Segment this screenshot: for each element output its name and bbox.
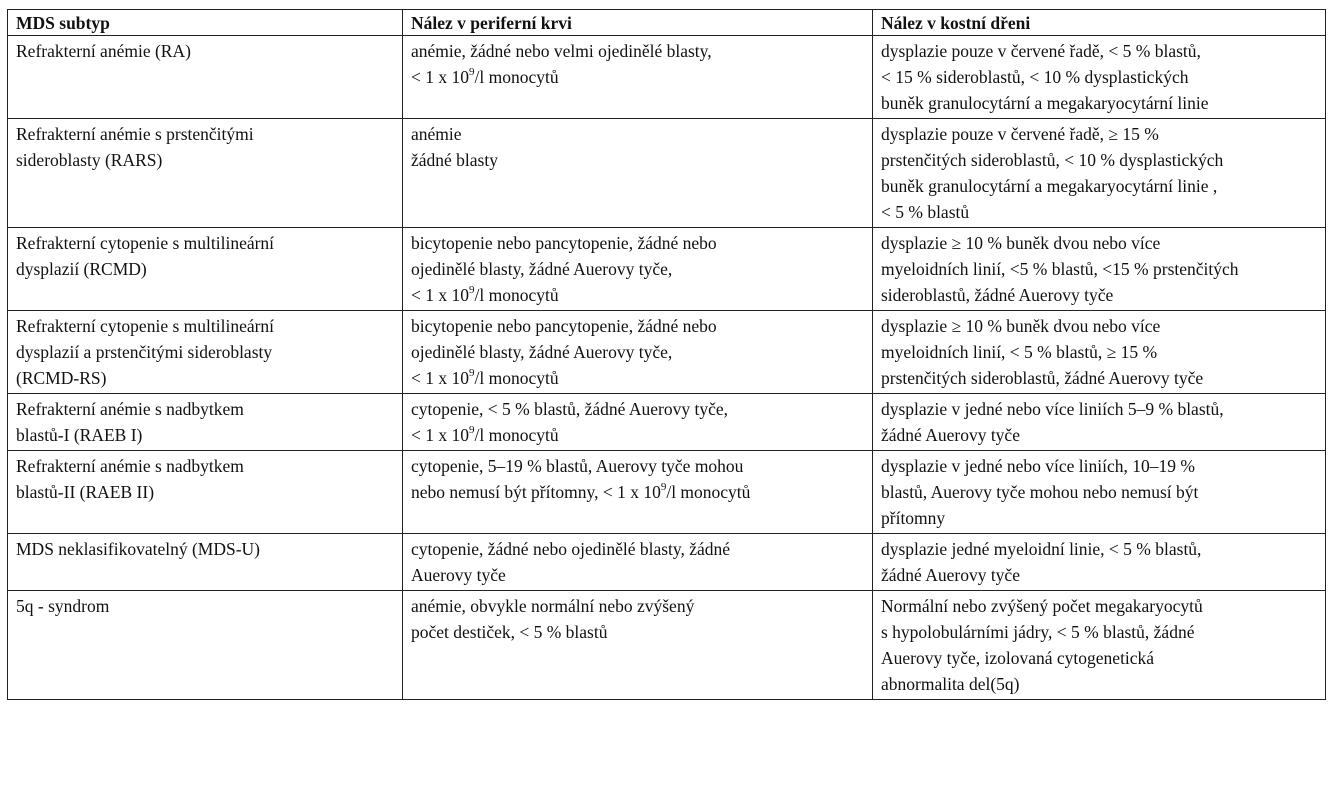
cell-subtype xyxy=(8,311,403,394)
table-row xyxy=(8,534,1326,591)
cell-text-line: ojedinělé blasty, žádné Auerovy tyče, xyxy=(411,342,673,362)
cell-text-line: cytopenie, 5–19 % blastů, Auerovy tyče mohou xyxy=(411,456,744,476)
mds-classification-table xyxy=(7,9,1326,700)
cell-subtype xyxy=(8,451,403,534)
cell-text-line: Refrakterní anémie s nadbytkem xyxy=(16,456,244,476)
cell-text-line: Normální nebo zvýšený počet megakaryocytů xyxy=(881,596,1203,616)
cell-text-line: počet destiček, < 5 % blastů xyxy=(411,622,608,642)
cell-text-line: 5q - syndrom xyxy=(16,596,110,616)
table-row xyxy=(8,591,1326,700)
cell-text-line: Auerovy tyče, izolovaná cytogenetická xyxy=(881,648,1155,668)
cell-text-line: MDS neklasifikovatelný (MDS-U) xyxy=(16,539,261,559)
cell-text-line: žádné Auerovy tyče xyxy=(881,565,1020,585)
cell-text-line: blastů-I (RAEB I) xyxy=(16,425,143,445)
cell-text-line: dysplazií a prstenčitými sideroblasty xyxy=(16,342,273,362)
cell-bone-marrow xyxy=(873,36,1326,119)
cell-text-line: sideroblastů, žádné Auerovy tyče xyxy=(881,285,1114,305)
cell-subtype xyxy=(8,228,403,311)
cell-text-line: Refrakterní cytopenie s multilineární xyxy=(16,233,275,253)
cell-text-line: cytopenie, < 5 % blastů, žádné Auerovy tyče, xyxy=(411,399,728,419)
cell-peripheral-blood xyxy=(403,228,873,311)
cell-text-line: žádné Auerovy tyče xyxy=(881,425,1020,445)
cell-peripheral-blood xyxy=(403,394,873,451)
cell-text-line: buněk granulocytární a megakaryocytární linie , xyxy=(881,176,1218,196)
cell-peripheral-blood xyxy=(403,36,873,119)
cell-text-line: (RCMD-RS) xyxy=(16,368,107,388)
cell-text-line: s hypolobulárními jádry, < 5 % blastů, žádné xyxy=(881,622,1195,642)
cell-bone-marrow xyxy=(873,591,1326,700)
cell-bone-marrow xyxy=(873,228,1326,311)
cell-text-line: sideroblasty (RARS) xyxy=(16,150,163,170)
header-mds-subtype: MDS subtyp xyxy=(8,10,403,36)
cell-text-line: < 5 % blastů xyxy=(881,202,970,222)
table-row xyxy=(8,228,1326,311)
cell-text-line: blastů-II (RAEB II) xyxy=(16,482,155,502)
table-row xyxy=(8,36,1326,119)
cell-text-line: nebo nemusí být přítomny, < 1 x $10^9/l$ monocytů xyxy=(411,481,751,502)
cell-subtype xyxy=(8,36,403,119)
header-bone-marrow: Nález v kostní dřeni xyxy=(873,10,1326,36)
table-header-row xyxy=(8,10,1326,36)
cell-text-line: bicytopenie nebo pancytopenie, žádné nebo xyxy=(411,316,717,336)
cell-text-line: žádné blasty xyxy=(411,150,498,170)
cell-text-line: < 1 x $10^9/l$ monocytů xyxy=(411,66,559,87)
table-row xyxy=(8,394,1326,451)
cell-text-line: myeloidních linií, <5 % blastů, <15 % prstenčitých xyxy=(881,259,1239,279)
cell-text-line: anémie, obvykle normální nebo zvýšený xyxy=(411,596,695,616)
cell-text-line: prstenčitých sideroblastů, žádné Auerovy tyče xyxy=(881,368,1204,388)
cell-text-line: blastů, Auerovy tyče mohou nebo nemusí být xyxy=(881,482,1199,502)
header-peripheral-blood: Nález v periferní krvi xyxy=(403,10,873,36)
cell-peripheral-blood xyxy=(403,119,873,228)
cell-text-line: přítomny xyxy=(881,508,946,528)
cell-subtype xyxy=(8,591,403,700)
cell-text-line: ojedinělé blasty, žádné Auerovy tyče, xyxy=(411,259,673,279)
cell-text-line: < 1 x $10^9/l$ monocytů xyxy=(411,367,559,388)
cell-text-line: dysplazie pouze v červené řadě, < 5 % blastů, xyxy=(881,41,1201,61)
cell-text-line: dysplazie ≥ 10 % buněk dvou nebo více xyxy=(881,233,1161,253)
cell-text-line: dysplazie v jedné nebo více liniích 5–9 % blastů, xyxy=(881,399,1224,419)
cell-text-line: dysplazie pouze v červené řadě, ≥ 15 % xyxy=(881,124,1159,144)
cell-text-line: Refrakterní cytopenie s multilineární xyxy=(16,316,275,336)
cell-text-line: Refrakterní anémie s prstenčitými xyxy=(16,124,254,144)
cell-text-line: anémie, žádné nebo velmi ojedinělé blasty, xyxy=(411,41,712,61)
cell-text-line: anémie xyxy=(411,124,462,144)
table-row xyxy=(8,311,1326,394)
cell-text-line: < 1 x $10^9/l$ monocytů xyxy=(411,424,559,445)
cell-text-line: bicytopenie nebo pancytopenie, žádné nebo xyxy=(411,233,717,253)
table-row xyxy=(8,119,1326,228)
cell-bone-marrow xyxy=(873,119,1326,228)
cell-subtype xyxy=(8,119,403,228)
cell-peripheral-blood xyxy=(403,311,873,394)
cell-text-line: abnormalita del(5q) xyxy=(881,674,1020,694)
cell-peripheral-blood xyxy=(403,591,873,700)
cell-text-line: Refrakterní anémie (RA) xyxy=(16,41,191,61)
cell-text-line: cytopenie, žádné nebo ojedinělé blasty, žádné xyxy=(411,539,731,559)
cell-peripheral-blood xyxy=(403,451,873,534)
cell-text-line: prstenčitých sideroblastů, < 10 % dysplastických xyxy=(881,150,1224,170)
cell-subtype xyxy=(8,534,403,591)
cell-peripheral-blood xyxy=(403,534,873,591)
cell-text-line: Auerovy tyče xyxy=(411,565,506,585)
cell-text-line: dysplazie ≥ 10 % buněk dvou nebo více xyxy=(881,316,1161,336)
cell-text-line: Refrakterní anémie s nadbytkem xyxy=(16,399,244,419)
table-row xyxy=(8,451,1326,534)
cell-text-line: < 15 % sideroblastů, < 10 % dysplastických xyxy=(881,67,1189,87)
cell-text-line: buněk granulocytární a megakaryocytární linie xyxy=(881,93,1209,113)
cell-text-line: dysplazie jedné myeloidní linie, < 5 % blastů, xyxy=(881,539,1202,559)
cell-text-line: dysplazií (RCMD) xyxy=(16,259,147,279)
cell-bone-marrow xyxy=(873,394,1326,451)
cell-subtype xyxy=(8,394,403,451)
cell-bone-marrow xyxy=(873,311,1326,394)
cell-bone-marrow xyxy=(873,534,1326,591)
cell-text-line: dysplazie v jedné nebo více liniích, 10–19 % xyxy=(881,456,1195,476)
cell-text-line: myeloidních linií, < 5 % blastů, ≥ 15 % xyxy=(881,342,1158,362)
cell-bone-marrow xyxy=(873,451,1326,534)
cell-text-line: < 1 x $10^9/l$ monocytů xyxy=(411,284,559,305)
